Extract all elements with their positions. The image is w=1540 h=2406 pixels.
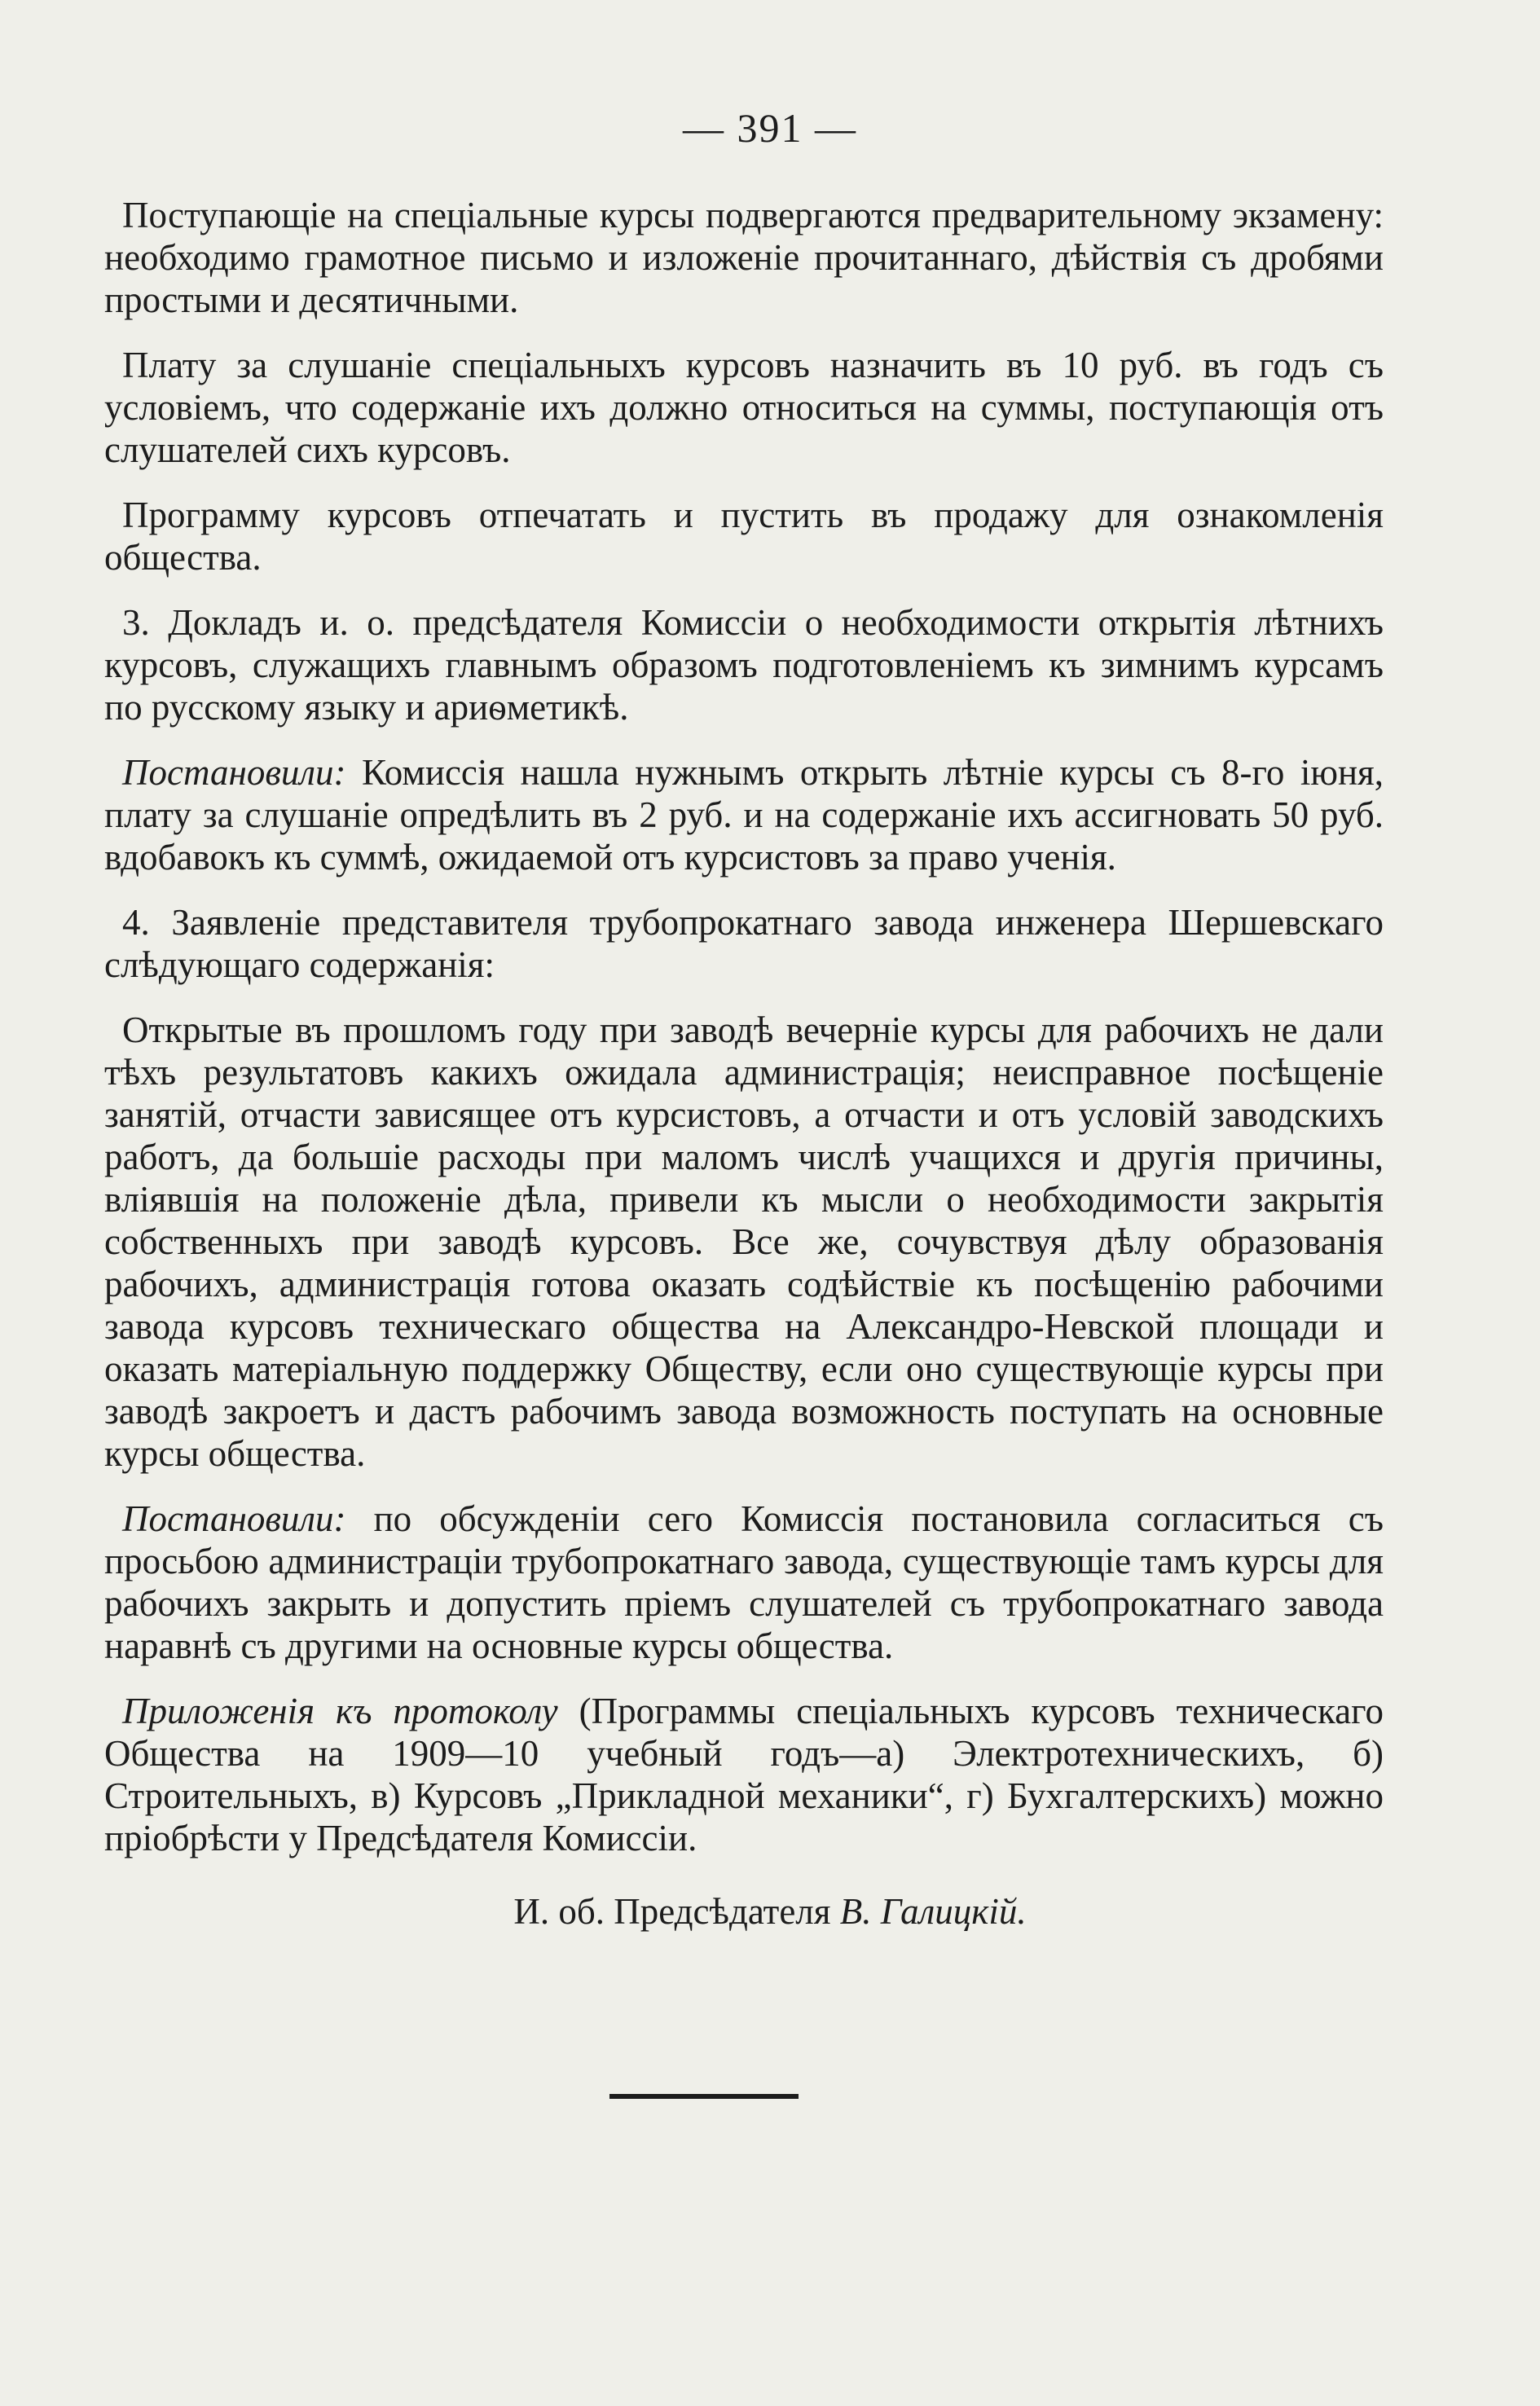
paragraph-6	[104, 901, 1384, 986]
page-number: — 391 —	[683, 105, 857, 151]
closing-rule	[609, 2094, 799, 2099]
paragraph-4	[104, 601, 1384, 728]
signature-name: В. Галицкій.	[839, 1891, 1027, 1932]
paragraph-7	[104, 1009, 1384, 1475]
paragraph-2	[104, 344, 1384, 471]
paragraph-lead: Приложенія къ протоколу	[122, 1691, 558, 1731]
paragraph-3	[104, 494, 1384, 578]
paragraph-text: Поступающіе на спеціальные курсы подвергаются предварительному экзамену: необходимо грамотное письмо и изложеніе прочитаннаго, дѣйствія съ дробями простыми и десятичными.	[104, 195, 1384, 320]
paragraph-text: 3. Докладъ и. о. предсѣдателя Комиссіи о необходимости открытія лѣтнихъ курсовъ, служащихъ главнымъ образомъ подготовленіемъ къ зимнимъ курсамъ по русскому языку и ариѳметикѣ.	[104, 602, 1384, 728]
paragraph-lead: Постановили:	[122, 1498, 346, 1539]
paragraph-lead: Постановили:	[122, 752, 346, 793]
paragraph-8	[104, 1498, 1384, 1667]
paragraph-1	[104, 194, 1384, 321]
signature-line	[0, 1890, 1540, 1933]
body-text	[104, 194, 1384, 1882]
paragraph-text: по обсужденіи сего Комиссія постановила согласиться съ просьбою администраціи трубопрокатнаго завода, существующіе тамъ курсы для рабочихъ закрыть и допустить пріемъ слушателей съ трубопрокатнаго завода наравнѣ съ другими на основные курсы общества.	[104, 1498, 1384, 1666]
signature-title: И. об. Предсѣдателя	[513, 1891, 831, 1932]
paragraph-text: Открытые въ прошломъ году при заводѣ вечерніе курсы для рабочихъ не дали тѣхъ результатовъ какихъ ожидала администрація; неисправное посѣщеніе занятій, отчасти зависящее отъ курсистовъ, а отчасти и отъ условій заводскихъ работъ, да большіе расходы при маломъ числѣ учащихся и другія причины, вліявшія на положеніе дѣла, привели къ мысли о необходимости закрытія собственныхъ при заводѣ курсовъ. Все же, сочувствуя дѣлу образованія рабочихъ, администрація готова оказать содѣйствіе къ посѣщенію рабочими завода курсовъ техническаго общества на Александро-Невской площади и оказать матеріальную поддержку Обществу, если оно существующіе курсы при заводѣ закроетъ и дастъ рабочимъ завода возможность поступать на основные курсы общества.	[104, 1009, 1384, 1474]
paragraph-text: 4. Заявленіе представителя трубопрокатнаго завода инженера Шершевскаго слѣдующаго содержанія:	[104, 902, 1384, 985]
paragraph-text: Плату за слушаніе спеціальныхъ курсовъ назначить въ 10 руб. въ годъ съ условіемъ, что содержаніе ихъ должно относиться на суммы, поступающія отъ слушателей сихъ курсовъ.	[104, 345, 1384, 470]
paragraph-text: Программу курсовъ отпечатать и пустить въ продажу для ознакомленія общества.	[104, 495, 1384, 578]
paragraph-9	[104, 1690, 1384, 1859]
paragraph-text: Комиссія нашла нужнымъ открыть лѣтніе курсы съ 8-го іюня, плату за слушаніе опредѣлить въ 2 руб. и на содержаніе ихъ ассигновать 50 руб. вдобавокъ къ суммѣ, ожидаемой отъ курсистовъ за право ученія.	[104, 752, 1384, 878]
paragraph-text: (Программы спеціальныхъ курсовъ техническаго Общества на 1909—10 учебный годъ—а) Электротехническихъ, б) Строительныхъ, в) Курсовъ „Прикладной механики“, г) Бухгалтерскихъ) можно пріобрѣсти у Предсѣдателя Комиссіи.	[104, 1691, 1384, 1858]
paragraph-5	[104, 751, 1384, 878]
